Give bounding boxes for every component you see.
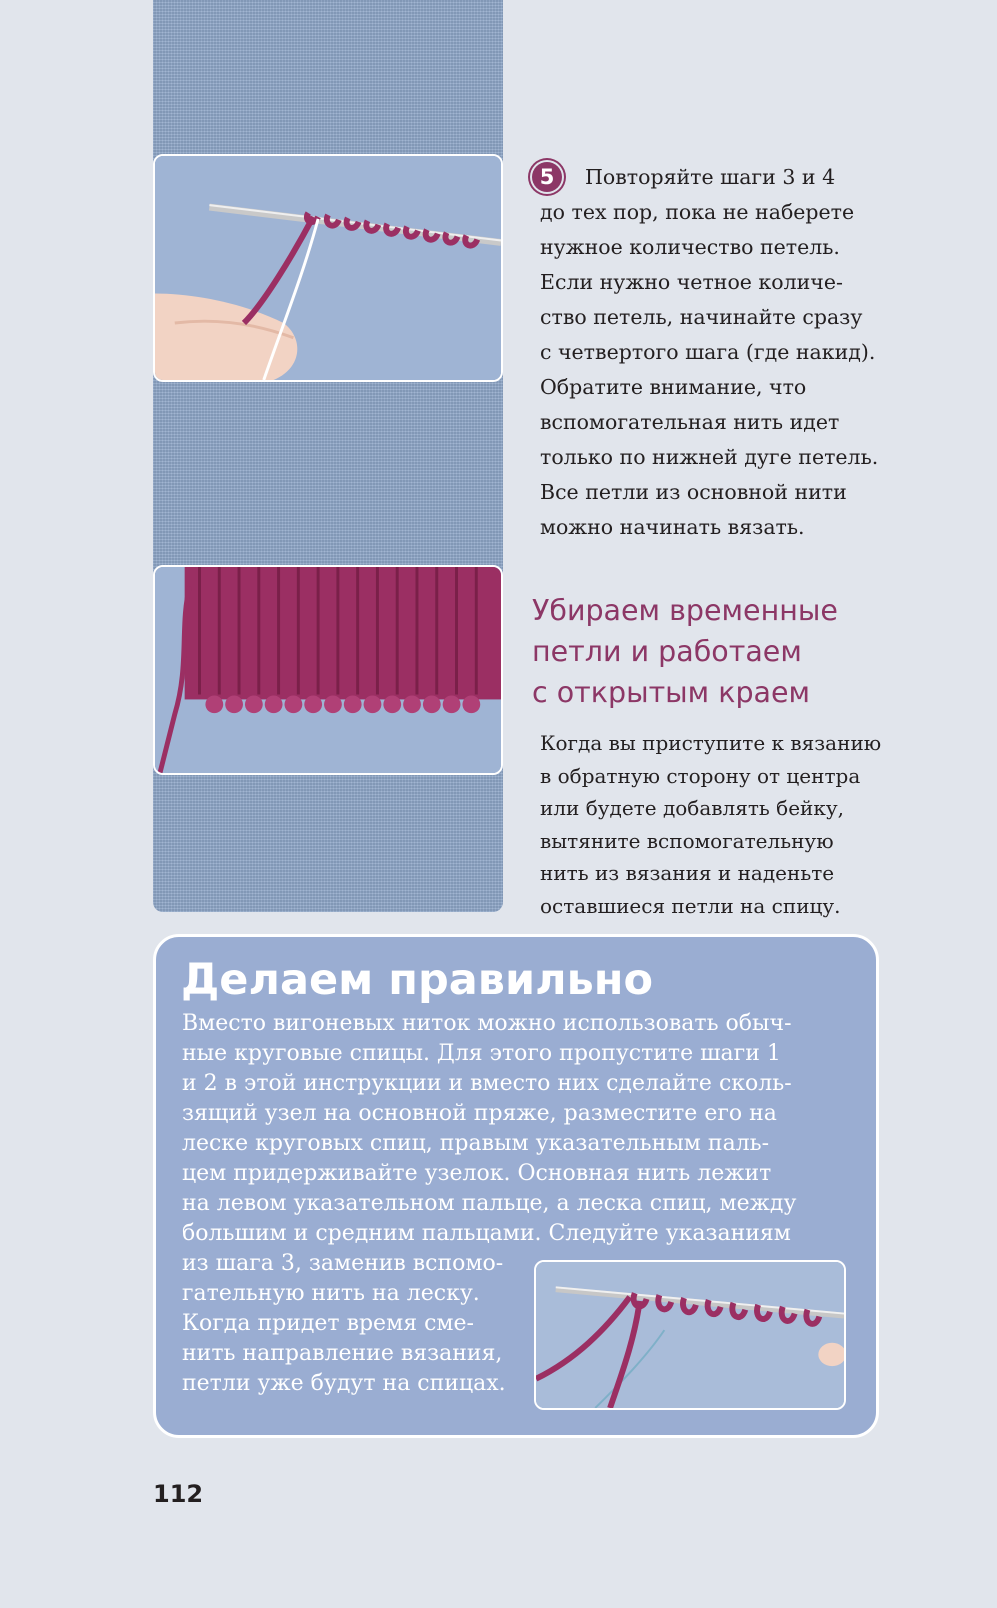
photo-knitted-open-edge: [153, 565, 503, 775]
tip-text-line: петли уже будут на спицах.: [182, 1371, 506, 1396]
section-heading: [532, 590, 952, 713]
section-text-line: оставшиеся петли на спицу.: [540, 893, 841, 918]
fabric-background-strip: [153, 0, 503, 912]
tip-text-line: Когда придет время сме-: [182, 1311, 474, 1336]
tip-title: Делаем правильно: [181, 955, 654, 1005]
step-number-badge: 5: [532, 162, 562, 192]
step-text-line: Повторяйте шаги 3 и 4: [585, 165, 836, 189]
section-text-line: в обратную сторону от центра: [540, 763, 861, 788]
tip-text-line: и 2 в этой инструкции и вместо них сделайте сколь-: [182, 1071, 792, 1096]
step-text-line: ство петель, начинайте сразу: [540, 305, 863, 329]
section-heading-line: с открытым краем: [532, 676, 811, 709]
section-text-line: нить из вязания и наденьте: [540, 861, 835, 885]
step-5-instructions: [532, 160, 912, 545]
tip-text-line: гательную нить на леску.: [182, 1281, 480, 1306]
section-heading-line: Убираем временные: [532, 594, 838, 627]
tip-box: [153, 934, 879, 1438]
step-text-line: с четвертого шага (где накид).: [540, 340, 876, 364]
step-text-line: вспомогательная нить идет: [540, 410, 840, 434]
tip-text-line: на левом указательном пальце, а леска спиц, между: [182, 1191, 797, 1216]
tip-text-line: нить направление вязания,: [182, 1341, 503, 1366]
section-text-line: или будете добавлять бейку,: [540, 796, 844, 820]
step-text-line: Обратите внимание, что: [540, 375, 807, 399]
section-text-line: вытяните вспомогательную: [540, 828, 834, 853]
page-number: 112: [153, 1480, 204, 1508]
step-text-line: до тех пор, пока не наберете: [540, 200, 855, 224]
tip-text-line: цем придерживайте узелок. Основная нить лежит: [182, 1161, 772, 1186]
photo-needle-with-stitches: [153, 154, 503, 382]
step-text-line: Если нужно четное количе-: [540, 270, 843, 294]
tip-text-line: из шага 3, заменив вспомо-: [182, 1251, 504, 1276]
section-heading-line: петли и работаем: [532, 635, 802, 668]
step-text-line: нужное количество петель.: [540, 235, 840, 259]
tip-text-line: леске круговых спиц, правым указательным паль-: [182, 1131, 770, 1156]
tip-text-line: Вместо вигоневых ниток можно использовать обыч-: [182, 1011, 792, 1036]
step-text-line: можно начинать вязать.: [540, 515, 805, 539]
section-text-line: Когда вы приступите к вязанию: [540, 731, 882, 755]
tip-text-line: зящий узел на основной пряже, разместите его на: [182, 1101, 777, 1126]
tip-text-line: большим и средним пальцами. Следуйте указаниям: [182, 1221, 791, 1246]
section-paragraph: [540, 727, 940, 922]
step-text-line: Все петли из основной нити: [540, 480, 847, 504]
photo-circular-needle-stitches: [534, 1260, 846, 1410]
tip-text-line: ные круговые спицы. Для этого пропустите шаги 1: [182, 1041, 781, 1066]
step-text-line: только по нижней дуге петель.: [540, 445, 879, 469]
